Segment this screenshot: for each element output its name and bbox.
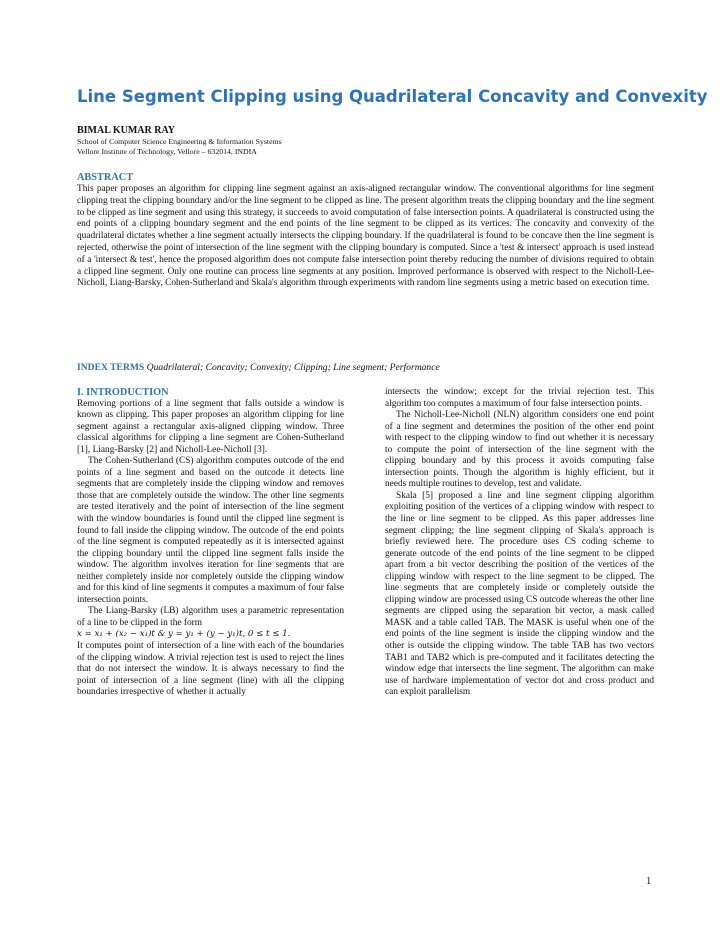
- left-column: [77, 387, 344, 699]
- author-name: BIMAL KUMAR RAY: [77, 125, 175, 136]
- right-column: [385, 387, 654, 699]
- author-affiliation: [77, 137, 282, 157]
- affiliation-line-2: Vellore Institute of Technology, Vellore – 632014, INDIA: [77, 147, 257, 156]
- paper-title: Line Segment Clipping using Quadrilateral Concavity and Convexity: [77, 87, 708, 106]
- intro-paragraph-6: The Nicholl-Lee-Nicholl (NLN) algorithm considers one end point of a line segment and determines the position of the other end point with respect to the clipping window to find out whether it is necessary to compute the point of intersection of the line segment with the clipping boundary and by this process it avoids computing false intersection points. Though the algorithm is highly efficient, but it needs multiple routines to develop, test and validate.: [385, 410, 654, 490]
- page-number: 1: [646, 876, 652, 887]
- intro-paragraph-2: The Cohen-Sutherland (CS) algorithm computes outcode of the end points of a line segment and based on the outcode it detects line segments that are completely inside the clipping window and removes those that are completely outside the window. The other line segments are tested iteratively and the point of intersection of the line segment with the window boundaries is found until the clipped line segment is found to fall inside the clipping window. The outcode of the end points of the line segment is computed repeatedly as it is intersected against the clipping boundary until the clipped line segment falls inside the window. The algorithm involves iteration for line segments that are neither completely inside nor completely outside the clipping window and for this kind of line segments it computes a maximum of four false intersection points.: [77, 456, 344, 605]
- abstract-text: This paper proposes an algorithm for clipping line segment against an axis-aligned rectangular window. The conventional algorithms for line segment clipping treat the clipping boundary and/or the line segment to be clipped as line. The present algorithm treats the clipping boundary and the line segment to be clipped as line segment and using this strategy, it succeeds to avoid computation of false intersection points. A quadrilateral is constructed using the end points of a clipping boundary segment and the end points of the line segment to be clipped as its vertices. The concavity and convexity of the quadrilateral dictates whether a line segment actually intersects the clipping boundary. If the quadrilateral is found to be concave then the line segment is rejected, otherwise the point of intersection of the line segment with the clipping boundary is computed. Since a 'test & intersect' approach is used instead of a 'intersect & test', hence the proposed algorithm does not compute false intersection point thereby reducing the number of divisions required to obtain a clipped line segment. Only one routine can process line segments at any position. Improved performance is observed with respect to the Nicholl-Lee-Nicholl, Liang-Barsky, Cohen-Sutherland and Skala's algorithm through experiments with random line segments using a metric based on execution time.: [77, 184, 654, 289]
- intro-paragraph-7: Skala [5] proposed a line and line segment clipping algorithm exploiting position of the vertices of a clipping window with respect to the line or line segment to be clipped. As this paper addresses line segment clipping; the line segment clipping of Skala's approach is briefly reviewed here. The procedure uses CS coding scheme to generate outcode of the end points of the line segment to be clipped apart from a bit vector describing the position of the vertices of the clipping window with respect to the line segment to be clipped. The line segments that are completely inside or completely outside the clipping window are processed using CS outcode whereas the other line segments are clipped using the separation bit vector, a mask called MASK and a table called TAB. The MASK is useful when one of the end points of the line segment is inside the clipping window and the other is outside the clipping window. The table TAB has two vectors TAB1 and TAB2 which is pre-computed and it facilitates detecting the window edge that intersects the line segment. The algorithm can make use of hardware implementation of vector dot and cross product and can exploit parallelism: [385, 490, 654, 698]
- intro-paragraph-1: Removing portions of a line segment that falls outside a window is known as clipping. This paper proposes an algorithm clipping for line segment against a rectangular axis-aligned clipping window. Three classical algorithms for clipping a line segment are Cohen-Sutherland [1], Liang-Barsky [2] and Nicholl-Lee-Nicholl [3].: [77, 398, 344, 455]
- parametric-formula: x = x₁ + (x₂ − x₁)t & y = y₁ + (y − y₁)t, 0 ≤ t ≤ 1.: [77, 629, 291, 640]
- intro-paragraph-3: The Liang-Barsky (LB) algorithm uses a parametric representation of a line to be clipped in the form: [77, 606, 344, 628]
- affiliation-line-1: School of Computer Science Engineering & Information Systems: [77, 137, 282, 146]
- intro-paragraph-5: intersects the window; except for the trivial rejection test. This algorithm too computes a maximum of four false intersection points.: [385, 387, 654, 409]
- introduction-heading: I. INTRODUCTION: [77, 387, 169, 398]
- index-terms: [77, 362, 440, 373]
- index-terms-label: INDEX TERMS: [77, 362, 145, 373]
- intro-paragraph-4: It computes point of intersection of a line with each of the boundaries of the clipping window. A trivial rejection test is used to reject the lines that do not intersect the window. It is always necessary to find the point of intersection of a line segment (line) with all the clipping boundaries irrespective of whether it actually: [77, 641, 344, 698]
- index-terms-list: Quadrilateral; Concavity; Convexity; Clipping; Line segment; Performance: [146, 362, 440, 373]
- abstract-heading: ABSTRACT: [77, 172, 134, 183]
